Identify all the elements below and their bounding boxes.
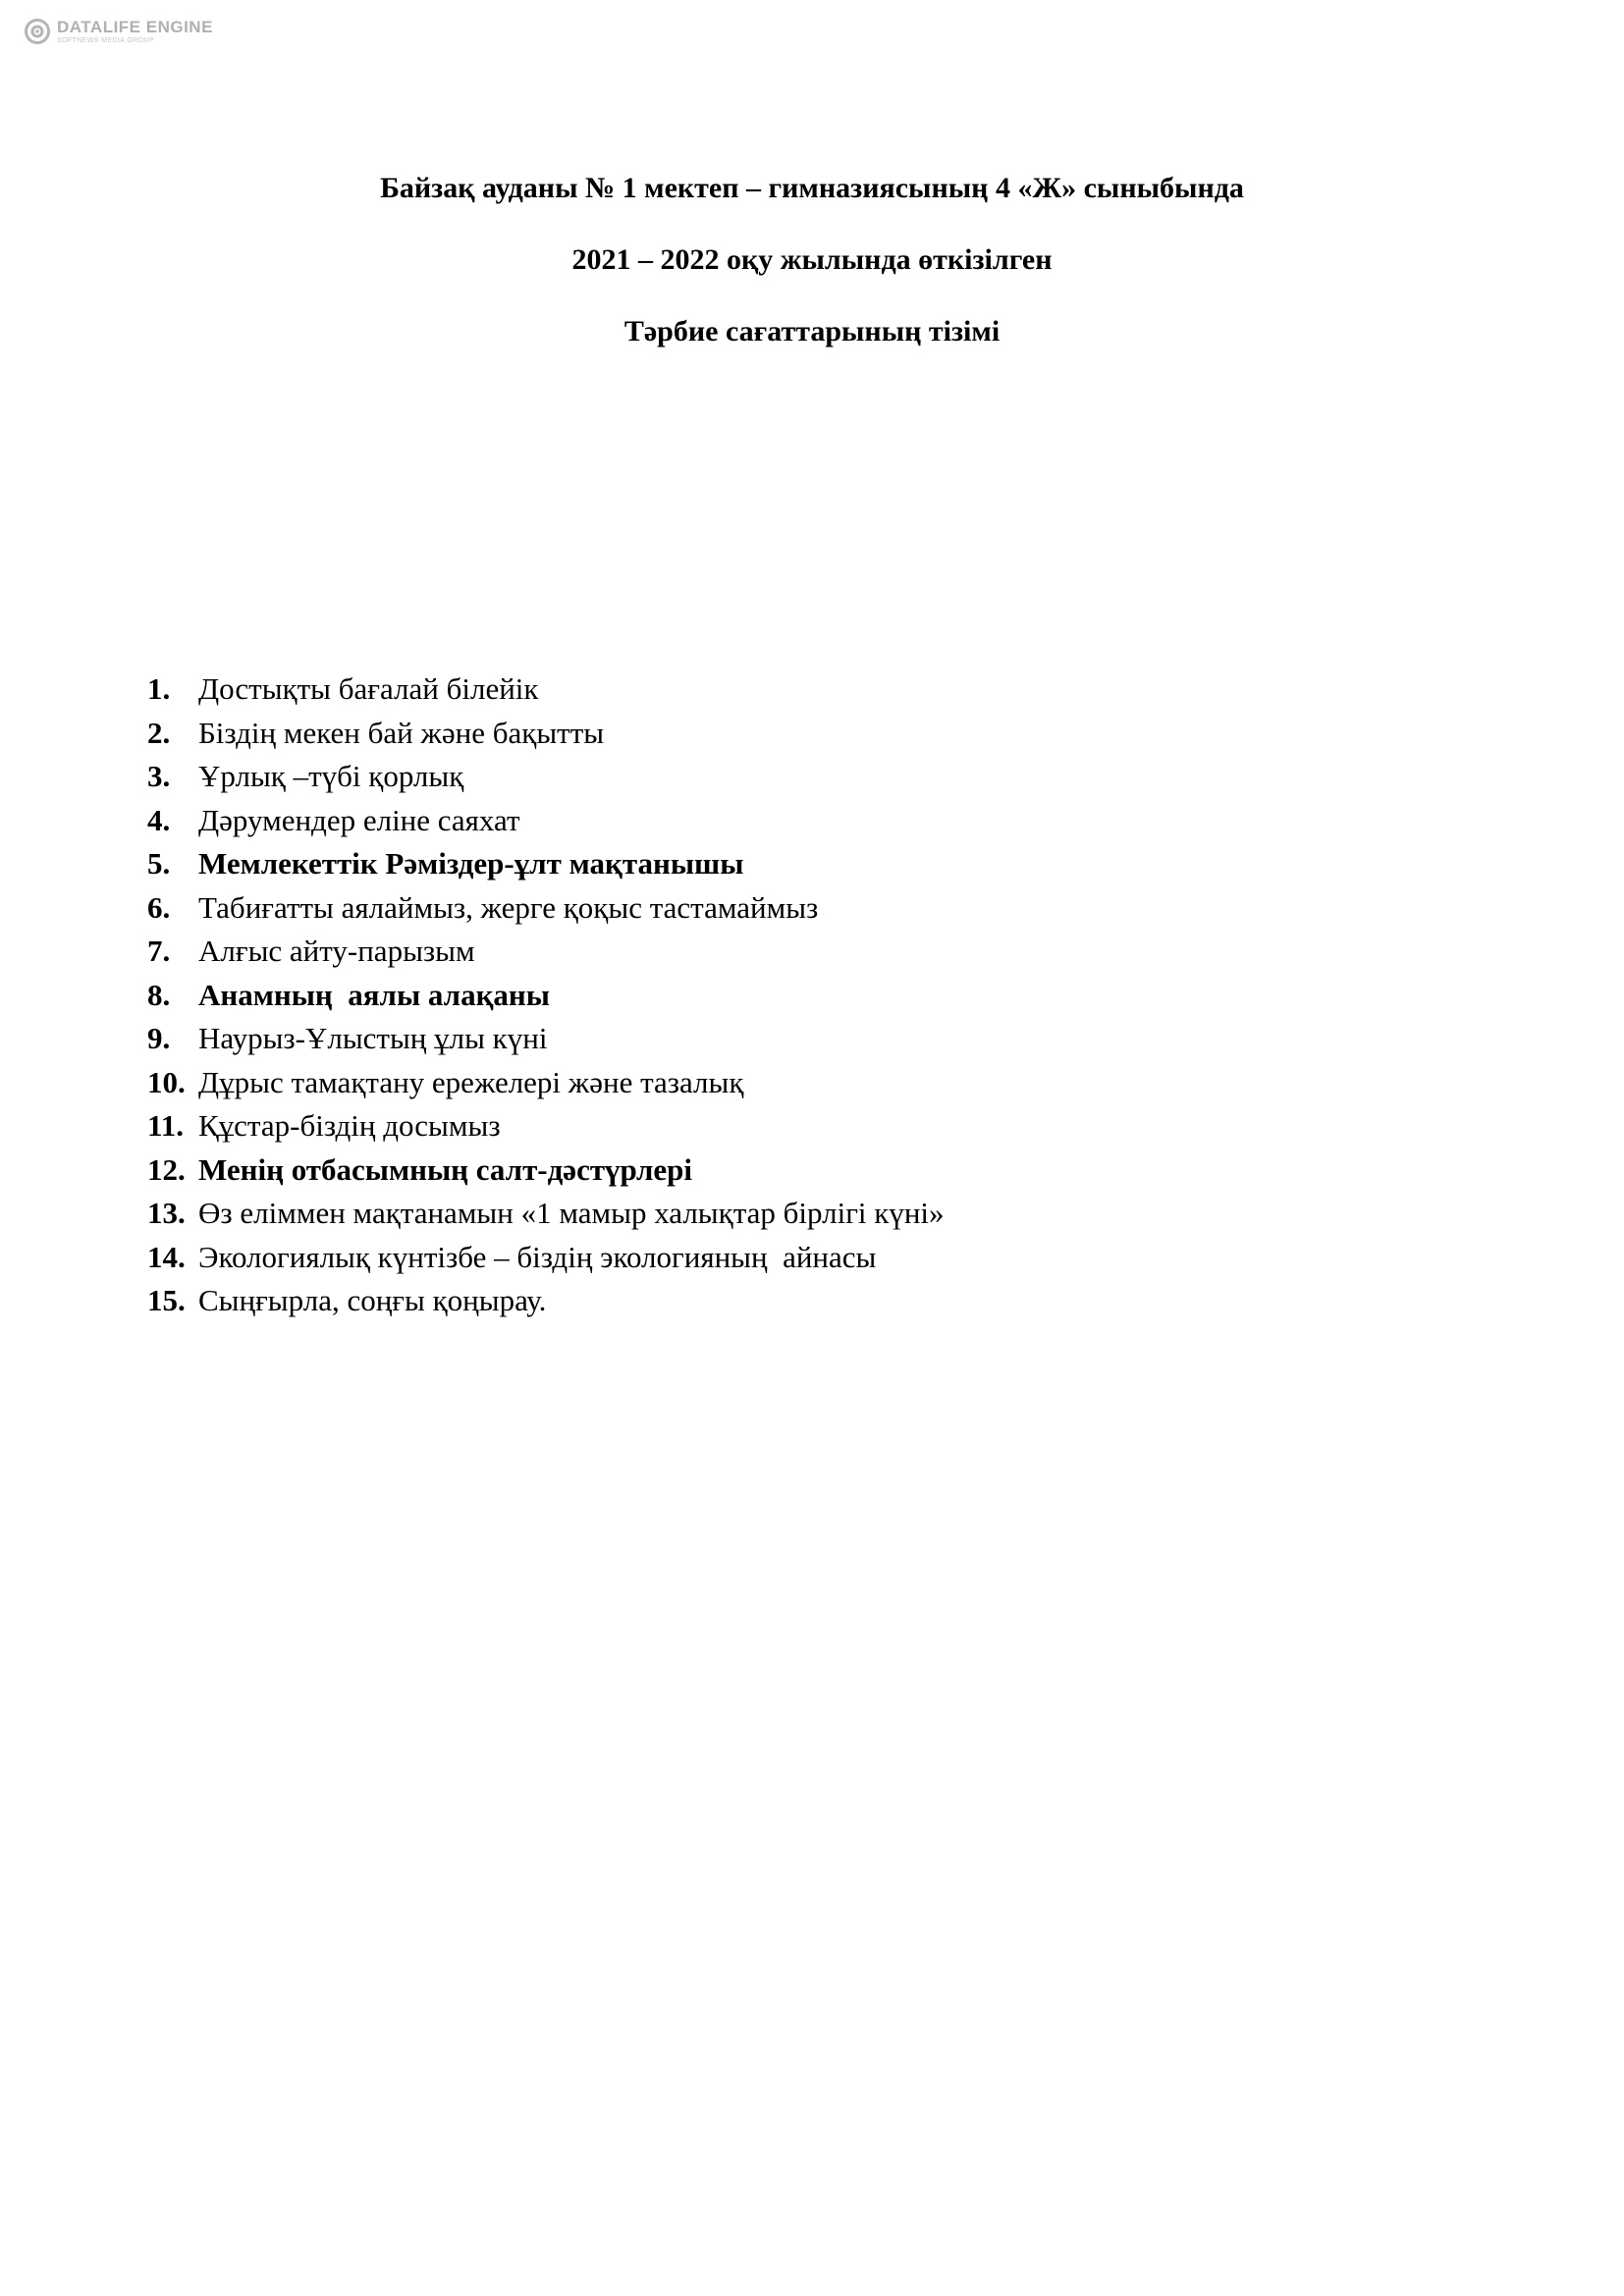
- topic-item: [147, 1148, 945, 1193]
- document-title-line-1: Байзақ ауданы № 1 мектеп – гимназиясының 4 «Ж» сыныбында: [380, 172, 1244, 204]
- eye-logo-icon: [24, 18, 51, 45]
- topic-item: [147, 712, 945, 756]
- topic-text: Өз еліммен мақтанамын «1 мамыр халықтар бірлігі күні»: [198, 1196, 945, 1231]
- topic-text: Наурыз-Ұлыстың ұлы күні: [198, 1021, 548, 1056]
- topic-number: 6.: [147, 889, 171, 925]
- topic-text: Табиғатты аялаймыз, жерге қоқыс тастамаймыз: [198, 889, 819, 925]
- topic-text: Ұрлық –түбі қорлық: [198, 759, 464, 794]
- topic-number: 2.: [147, 715, 171, 750]
- topic-item: [147, 667, 945, 712]
- topic-item: [147, 886, 945, 931]
- topic-text: Біздің мекен бай және бақытты: [198, 715, 605, 750]
- topic-item: [147, 799, 945, 843]
- topic-text: Құстар-біздің досымыз: [198, 1108, 501, 1144]
- topic-list: [147, 667, 945, 1323]
- topic-item: [147, 755, 945, 799]
- topic-number: 8.: [147, 977, 171, 1012]
- topic-number: 12.: [147, 1151, 186, 1187]
- topic-number: 5.: [147, 846, 171, 881]
- topic-text: Анамның аялы алақаны: [198, 977, 550, 1012]
- topic-number: 9.: [147, 1021, 171, 1056]
- topic-text: Дәрумендер еліне саяхат: [198, 802, 520, 837]
- topic-item: [147, 1192, 945, 1236]
- topic-item: [147, 1017, 945, 1061]
- topic-item: [147, 842, 945, 886]
- topic-text: Алғыс айту-парызым: [198, 934, 475, 969]
- topic-item: [147, 1061, 945, 1105]
- topic-number: 10.: [147, 1064, 186, 1099]
- topic-number: 4.: [147, 802, 171, 837]
- document-title-line-3: Тәрбие сағаттарының тізімі: [623, 315, 1001, 347]
- topic-number: 1.: [147, 671, 171, 707]
- topic-item: [147, 1104, 945, 1148]
- topic-item: [147, 1236, 945, 1280]
- topic-text: Сыңғырла, соңғы қоңырау.: [198, 1283, 547, 1318]
- topic-number: 14.: [147, 1239, 186, 1274]
- topic-number: 7.: [147, 934, 171, 969]
- watermark-text: [57, 19, 213, 44]
- topic-number: 11.: [147, 1108, 185, 1144]
- topic-number: 3.: [147, 759, 171, 794]
- topic-text: Экологиялық күнтізбе – біздің экологияның айнасы: [198, 1239, 877, 1274]
- topic-number: 13.: [147, 1196, 186, 1231]
- topic-text: Менің отбасымның салт-дәстүрлері: [198, 1151, 693, 1187]
- topic-text: Мемлекеттік Рәміздер-ұлт мақтанышы: [198, 846, 744, 881]
- topic-number: 15.: [147, 1283, 186, 1318]
- topic-item: [147, 1279, 945, 1323]
- topic-text: Достықты бағалай білейік: [198, 671, 539, 707]
- document-title-line-2: 2021 – 2022 оқу жылында өткізілген: [571, 243, 1053, 276]
- topic-text: Дұрыс тамақтану ережелері және тазалық: [198, 1064, 744, 1099]
- watermark-logo: [24, 18, 213, 45]
- topic-item: [147, 974, 945, 1018]
- topic-item: [147, 930, 945, 974]
- watermark-brand: DATALIFE ENGINE: [57, 18, 213, 36]
- watermark-subtitle: SOFTNEWS MEDIA GROUP: [57, 37, 155, 44]
